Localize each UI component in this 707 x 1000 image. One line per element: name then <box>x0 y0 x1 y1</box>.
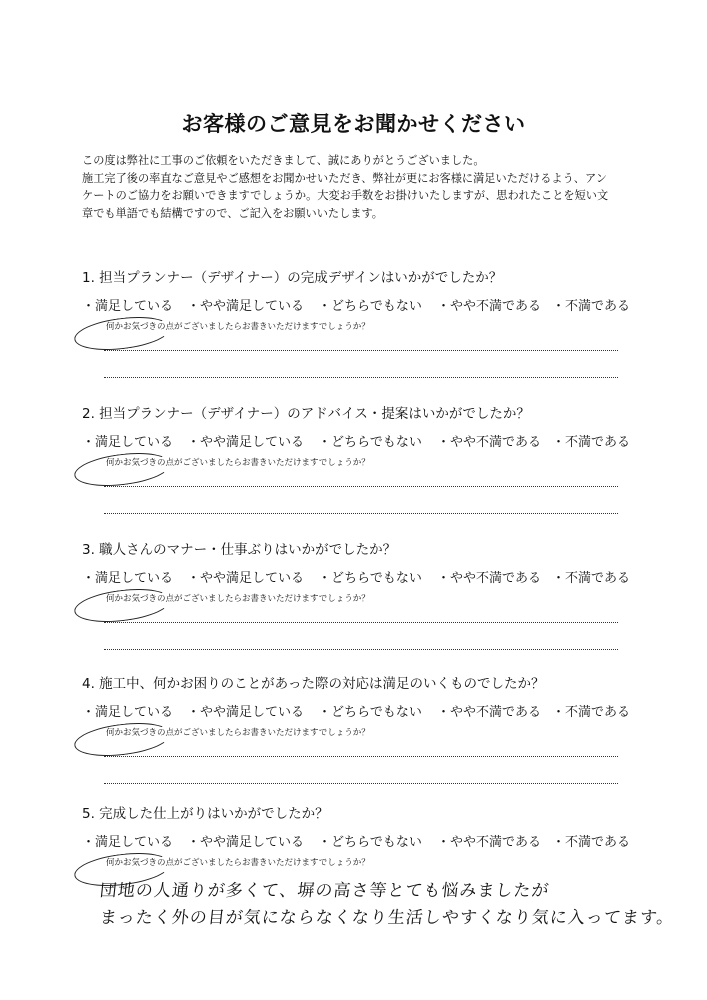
answer-options <box>82 831 642 851</box>
comment-prompt: 何かお気づきの点がございましたらお書きいただけますでしょうか？ <box>106 728 370 738</box>
option-neutral[interactable]: ・どちらでもない <box>318 571 422 586</box>
answer-options <box>82 701 642 721</box>
option-somewhat-dissatisfied[interactable]: ・やや不満である <box>437 435 542 450</box>
question-title: 5. 完成した仕上がりはいかがでしたか？ <box>82 806 329 822</box>
option-neutral[interactable]: ・どちらでもない <box>318 435 422 450</box>
comment-line[interactable] <box>104 513 618 514</box>
comment-line[interactable] <box>104 783 618 784</box>
question-2 <box>82 402 642 522</box>
option-satisfied[interactable]: ・満足している <box>82 571 174 586</box>
question-title: 4. 施工中、何かお困りのことがあった際の対応は満足のいくものでしたか？ <box>82 676 545 692</box>
handwritten-comment-line-2[interactable]: まったく外の目が気にならなくなり生活しやすくなり気に入ってます。 <box>98 908 676 928</box>
option-satisfied[interactable]: ・満足している <box>82 435 174 450</box>
comment-prompt: 何かお気づきの点がございましたらお書きいただけますでしょうか？ <box>106 594 370 604</box>
question-4 <box>82 672 642 792</box>
comment-line[interactable] <box>104 350 618 351</box>
selected-answer-circle <box>72 584 172 627</box>
comment-prompt: 何かお気づきの点がございましたらお書きいただけますでしょうか？ <box>106 458 370 468</box>
option-neutral[interactable]: ・どちらでもない <box>318 705 422 720</box>
option-satisfied[interactable]: ・満足している <box>82 835 174 850</box>
comment-prompt: 何かお気づきの点がございましたらお書きいただけますでしょうか？ <box>106 858 370 868</box>
page-title: お客様のご意見をお聞かせください <box>181 111 526 136</box>
option-neutral[interactable]: ・どちらでもない <box>318 299 422 314</box>
option-neutral[interactable]: ・どちらでもない <box>318 835 422 850</box>
option-dissatisfied[interactable]: ・不満である <box>552 705 631 720</box>
option-somewhat-satisfied[interactable]: ・やや満足している <box>187 299 305 314</box>
option-dissatisfied[interactable]: ・不満である <box>552 435 631 450</box>
question-title: 2. 担当プランナー（デザイナー）のアドバイス・提案はいかがでしたか？ <box>82 406 530 422</box>
answer-options <box>82 295 642 315</box>
option-somewhat-dissatisfied[interactable]: ・やや不満である <box>437 571 542 586</box>
comment-line[interactable] <box>104 486 618 487</box>
question-title: 1. 担当プランナー（デザイナー）の完成デザインはいかがでしたか？ <box>82 270 503 286</box>
option-somewhat-satisfied[interactable]: ・やや満足している <box>187 571 305 586</box>
selected-answer-circle <box>72 448 172 491</box>
option-somewhat-satisfied[interactable]: ・やや満足している <box>187 705 305 720</box>
question-3 <box>82 538 642 658</box>
option-somewhat-dissatisfied[interactable]: ・やや不満である <box>437 835 542 850</box>
option-somewhat-satisfied[interactable]: ・やや満足している <box>187 435 305 450</box>
option-dissatisfied[interactable]: ・不満である <box>552 571 631 586</box>
selected-answer-circle <box>72 718 172 761</box>
option-satisfied[interactable]: ・満足している <box>82 299 174 314</box>
option-dissatisfied[interactable]: ・不満である <box>552 835 631 850</box>
option-somewhat-satisfied[interactable]: ・やや満足している <box>187 835 305 850</box>
question-1 <box>82 266 642 386</box>
selected-answer-circle <box>72 312 172 355</box>
comment-line[interactable] <box>104 377 618 378</box>
intro-text: この度は弊社に工事のご依頼をいただきまして、誠にありがとうございました。 施工完了後の率直なご意見やご感想をお聞かせいただき、弊社が更にお客様に満足いただけるよう、アン ケートのご協力をお願いできますでしょうか。大変お手数をお掛けいたしますが、思われたことを短い文 章でも単語でも結構ですので、ご記入をお願いいたします。 <box>82 154 609 220</box>
comment-prompt: 何かお気づきの点がございましたらお書きいただけますでしょうか？ <box>106 322 370 332</box>
option-dissatisfied[interactable]: ・不満である <box>552 299 631 314</box>
answer-options <box>82 431 642 451</box>
answer-options <box>82 567 642 587</box>
option-satisfied[interactable]: ・満足している <box>82 705 174 720</box>
option-somewhat-dissatisfied[interactable]: ・やや不満である <box>437 299 542 314</box>
question-title: 3. 職人さんのマナー・仕事ぶりはいかがでしたか？ <box>82 542 397 558</box>
option-somewhat-dissatisfied[interactable]: ・やや不満である <box>437 705 542 720</box>
handwritten-comment-line-1[interactable]: 団地の人通りが多くて、塀の高さ等とても悩みましたが <box>98 881 551 901</box>
comment-line[interactable] <box>104 756 618 757</box>
comment-line[interactable] <box>104 649 618 650</box>
comment-line[interactable] <box>104 622 618 623</box>
